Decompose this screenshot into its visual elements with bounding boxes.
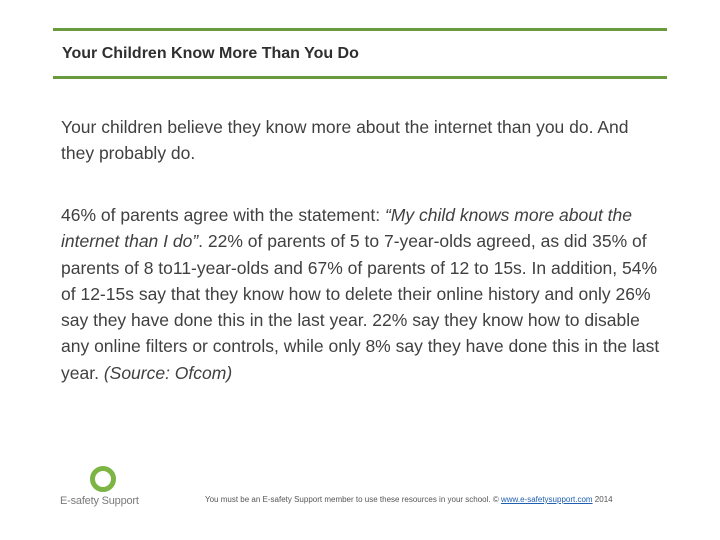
header-bottom-rule [53,76,667,79]
footer-year: 2014 [592,495,613,504]
slide-title: Your Children Know More Than You Do [62,45,359,62]
statistics-lead: 46% of parents agree with the statement: [61,205,385,225]
statistics-source: (Source: Ofcom) [103,362,233,383]
footer-note [205,495,613,504]
footer-note-text: You must be an E-safety Support member to use these resources in your school. © [205,495,501,504]
intro-paragraph: Your children believe they know more about the internet than you do. And they probably do. [61,117,629,164]
e-safety-support-logo [60,462,150,512]
footer-website-link[interactable]: www.e-safetysupport.com [500,495,593,504]
statistics-quote: “My child knows more about the internet than I do” [61,205,633,252]
statistics-paragraph [61,202,661,386]
logo-text: E-safety Support [60,495,139,507]
header-top-rule [53,28,667,31]
e-safety-support-logo-icon [89,465,117,493]
statistics-body: . 22% of parents of 5 to 7-year-olds agreed, as did 35% of parents of 8 to11-year-olds and 67% of parents of 12 to 15s. In addition, 54% of 12-15s say that they know how to delete their online history and only 26% say they have done this in the last year. 22% say they know how to disable any online filters or controls, while only 8% say they have done this in the last year. [61,231,660,383]
